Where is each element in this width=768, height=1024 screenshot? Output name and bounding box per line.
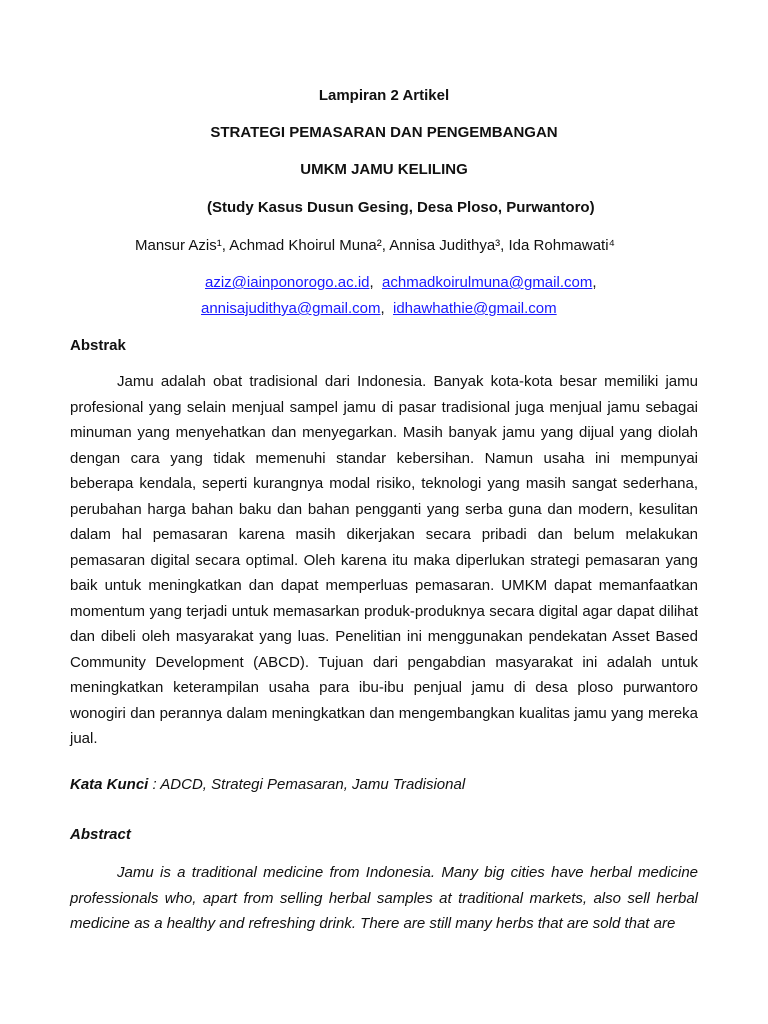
keywords-value: : ADCD, Strategi Pemasaran, Jamu Tradisional	[148, 776, 466, 793]
email-separator: ,	[369, 274, 374, 291]
title-line-2: UMKM JAMU KELILING	[300, 161, 468, 178]
email-line-1	[205, 273, 597, 293]
email-link-muna[interactable]: achmadkoirulmuna@gmail.com	[382, 274, 593, 291]
abstrak-heading: Abstrak	[70, 337, 126, 354]
keywords-line	[70, 775, 465, 795]
keywords-label: Kata Kunci	[70, 776, 149, 793]
title-line-1: STRATEGI PEMASARAN DAN PENGEMBANGAN	[210, 124, 558, 141]
abstrak-body: Jamu adalah obat tradisional dari Indonesia. Banyak kota-kota besar memiliki jamu profesional yang selain menjual sampel jamu di pasar tradisional juga menjual jamu sebagai minuman yang menyehatkan dan menyegarkan. Masih banyak jamu yang dijual yang diolah dengan cara yang tidak memenuhi standar kebersihan. Namun usaha ini mempunyai beberapa kendala, seperti kurangnya modal risiko, teknologi yang masih sangat sederhana, perubahan harga bahan baku dan bahan pengganti yang serba guna dan modern, kesulitan dalam hal pemasaran karena masih dikerjakan secara pribadi dan belum melakukan pemasaran digital secara optimal. Oleh karena itu maka diperlukan strategi pemasaran yang baik untuk meningkatkan dan dapat memperluas pemasaran. UMKM dapat memanfaatkan momentum yang terjadi untuk memasarkan produk-produknya secara digital agar dapat dilihat dan dibeli oleh masyarakat yang luas. Penelitian ini menggunakan pendekatan Asset Based Community Development (ABCD). Tujuan dari pengabdian masyarakat ini adalah untuk meningkatkan keterampilan usaha para ibu-ibu penjual jamu di desa ploso purwantoro wonogiri dan perannya dalam meningkatkan dan mengembangkan kualitas jamu yang mereka jual.	[70, 373, 698, 747]
email-separator: ,	[380, 300, 385, 317]
email-line-2	[201, 299, 557, 319]
abstract-heading: Abstract	[70, 826, 131, 843]
email-link-judithya[interactable]: annisajudithya@gmail.com	[201, 300, 381, 317]
email-link-aziz[interactable]: aziz@iainponorogo.ac.id	[205, 274, 370, 291]
appendix-label: Lampiran 2 Artikel	[318, 87, 450, 104]
email-link-ida[interactable]: idhawhathie@gmail.com	[393, 300, 557, 317]
subtitle: (Study Kasus Dusun Gesing, Desa Ploso, Purwantoro)	[207, 199, 595, 216]
email-separator: ,	[592, 274, 597, 291]
author-list: Mansur Azis¹, Achmad Khoirul Muna², Annisa Judithya³, Ida Rohmawati⁴	[135, 237, 615, 254]
abstract-body: Jamu is a traditional medicine from Indonesia. Many big cities have herbal medicine professionals who, apart from selling herbal samples at traditional markets, also sell herbal medicine as a healthy and refreshing drink. There are still many herbs that are sold that are	[70, 864, 698, 932]
